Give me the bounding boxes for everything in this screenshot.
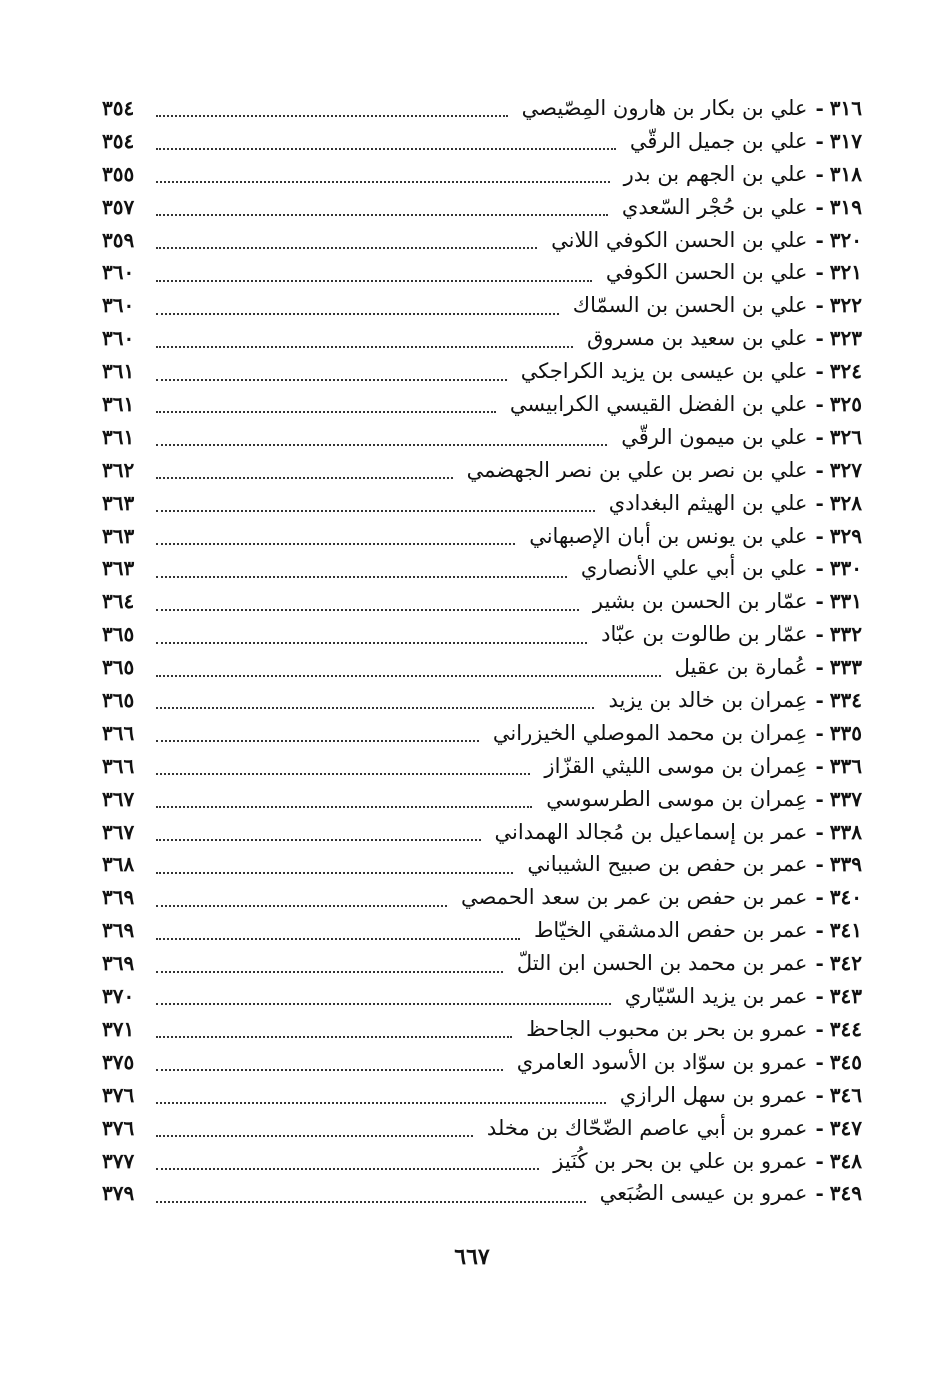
toc-entry xyxy=(102,552,862,585)
entry-number: ٣٢٣ xyxy=(829,326,862,351)
entry-number: ٣٤٩ xyxy=(829,1181,862,1206)
entry-page: ٣٦٩ xyxy=(102,885,135,910)
entry-name: عِمران بن موسى الليثي القزّاز xyxy=(544,753,808,778)
entry-name: علي بن يونس بن أبان الإصبهاني xyxy=(529,523,808,548)
entry-name: علي بن الحسن الكوفي xyxy=(605,260,808,285)
entry-name: عِمران بن موسى الطرسوسي xyxy=(546,786,808,811)
toc-entry xyxy=(102,92,862,125)
dot-leader xyxy=(156,938,520,940)
entry-name: عمر بن إسماعيل بن مُجالد الهمداني xyxy=(494,819,808,844)
entry-name: عُمارة بن عقيل xyxy=(674,655,808,680)
dot-leader xyxy=(156,477,453,479)
entry-number: ٣٣٧ xyxy=(829,786,862,811)
entry-separator: - xyxy=(815,655,824,680)
dot-leader xyxy=(156,411,496,413)
toc-entry xyxy=(102,322,862,355)
dot-leader xyxy=(156,971,503,973)
dot-leader xyxy=(156,1135,473,1137)
entry-number: ٣٣٤ xyxy=(829,688,862,713)
entry-number: ٣٣٠ xyxy=(829,556,862,581)
toc-entry xyxy=(102,520,862,553)
entry-name: عمرو بن بحر بن محبوب الجاحظ xyxy=(526,1016,808,1041)
dot-leader xyxy=(156,510,595,512)
dot-leader xyxy=(156,1003,611,1005)
entry-separator: - xyxy=(815,556,824,581)
entry-number: ٣٤٧ xyxy=(829,1115,862,1140)
entry-page: ٣٦٩ xyxy=(102,951,135,976)
entry-page: ٣٦١ xyxy=(102,359,135,384)
entry-page: ٣٦١ xyxy=(102,424,135,449)
entry-name: عمرو بن سهل الرازي xyxy=(619,1082,808,1107)
dot-leader xyxy=(156,214,608,216)
entry-separator: - xyxy=(815,96,824,120)
dot-leader xyxy=(156,148,616,150)
entry-page: ٣٦٠ xyxy=(102,326,135,351)
entry-separator: - xyxy=(815,852,824,877)
dot-leader xyxy=(156,1168,539,1170)
entry-name: عمرو بن علي بن بحر بن كُنَيز xyxy=(553,1148,808,1173)
entry-name: علي بن جميل الرقّي xyxy=(629,128,808,153)
dot-leader xyxy=(156,740,479,742)
entry-name: عِمران بن خالد بن يزيد xyxy=(608,688,808,713)
dot-leader xyxy=(156,707,594,709)
entry-separator: - xyxy=(815,622,824,647)
entry-page: ٣٦٩ xyxy=(102,918,135,943)
entry-name: عِمران بن محمد الموصلي الخيزراني xyxy=(492,720,808,745)
entry-separator: - xyxy=(815,720,824,745)
entry-number: ٣١٦ xyxy=(829,96,862,120)
dot-leader xyxy=(156,1036,512,1038)
entry-number: ٣٤٢ xyxy=(829,951,862,976)
entry-page: ٣٦٧ xyxy=(102,786,135,811)
entry-page: ٣٧٦ xyxy=(102,1115,135,1140)
entry-name: علي بن سعيد بن مسروق xyxy=(587,326,808,351)
entry-separator: - xyxy=(815,885,824,910)
entry-separator: - xyxy=(815,161,824,186)
entry-number: ٣٣١ xyxy=(829,589,862,614)
entry-page: ٣٧٠ xyxy=(102,984,135,1009)
toc-entry xyxy=(102,914,862,947)
toc-entry xyxy=(102,651,862,684)
entry-name: عمر بن يزيد السّيّاري xyxy=(624,984,808,1009)
toc-entry xyxy=(102,289,862,322)
entry-number: ٣١٨ xyxy=(829,161,862,186)
entry-page: ٣٦٣ xyxy=(102,556,135,581)
entry-separator: - xyxy=(815,457,824,482)
entry-name: عمر بن حفص بن عمر بن سعد الحمصي xyxy=(460,885,808,910)
entry-number: ٣٣٣ xyxy=(829,655,862,680)
entry-page: ٣٥٤ xyxy=(102,96,135,120)
toc-entry xyxy=(102,848,862,881)
entry-page: ٣٦٥ xyxy=(102,688,135,713)
entry-separator: - xyxy=(815,260,824,285)
toc-entry xyxy=(102,717,862,750)
entry-separator: - xyxy=(815,1148,824,1173)
toc-entry xyxy=(102,750,862,783)
entry-number: ٣٣٥ xyxy=(829,720,862,745)
entry-number: ٣٤٣ xyxy=(829,984,862,1009)
entry-name: علي بن الفضل القيسي الكرابيسي xyxy=(509,392,808,417)
entry-number: ٣٤٥ xyxy=(829,1049,862,1074)
entry-page: ٣٥٩ xyxy=(102,227,135,252)
entry-name: عمر بن محمد بن الحسن ابن التلّ xyxy=(516,951,808,976)
entry-name: علي بن الحسن الكوفي اللاني xyxy=(551,227,808,252)
entry-page: ٣٦٦ xyxy=(102,720,135,745)
entry-name: علي بن أبي علي الأنصاري xyxy=(580,556,808,581)
entry-separator: - xyxy=(815,392,824,417)
toc-entry xyxy=(102,125,862,158)
entry-separator: - xyxy=(815,523,824,548)
entry-name: علي بن ميمون الرقّي xyxy=(621,424,808,449)
dot-leader xyxy=(156,1201,586,1203)
entry-separator: - xyxy=(815,1082,824,1107)
entry-page: ٣٦٠ xyxy=(102,260,135,285)
entry-separator: - xyxy=(815,1181,824,1206)
toc-entry xyxy=(102,1145,862,1178)
entry-name: علي بن الهيثم البغدادي xyxy=(608,490,808,515)
entry-number: ٣٤٤ xyxy=(829,1016,862,1041)
dot-leader xyxy=(156,346,573,348)
toc-entry xyxy=(102,487,862,520)
entry-separator: - xyxy=(815,326,824,351)
entry-number: ٣٢٤ xyxy=(829,359,862,384)
entry-name: علي بن الحسن بن السمّاك xyxy=(572,293,808,318)
dot-leader xyxy=(156,247,537,249)
dot-leader xyxy=(156,1069,503,1071)
toc-entry xyxy=(102,388,862,421)
entry-page: ٣٥٥ xyxy=(102,161,135,186)
entry-separator: - xyxy=(815,786,824,811)
entry-page: ٣٦٥ xyxy=(102,622,135,647)
entry-page: ٣٦٧ xyxy=(102,819,135,844)
toc-entry xyxy=(102,1112,862,1145)
entry-number: ٣٢٢ xyxy=(829,293,862,318)
toc-entry xyxy=(102,421,862,454)
toc-entry xyxy=(102,618,862,651)
entry-name: علي بن عيسى بن يزيد الكراجكي xyxy=(520,359,808,384)
entry-number: ٣٤٦ xyxy=(829,1082,862,1107)
entry-page: ٣٧٥ xyxy=(102,1049,135,1074)
dot-leader xyxy=(156,872,513,874)
entry-name: عمر بن حفص الدمشقي الخيّاط xyxy=(534,918,808,943)
dot-leader xyxy=(156,773,530,775)
toc-entry xyxy=(102,980,862,1013)
entry-name: علي بن نصر بن علي بن نصر الجهضمي xyxy=(466,457,808,482)
toc-entry xyxy=(102,1013,862,1046)
entry-page: ٣٦٨ xyxy=(102,852,135,877)
entry-page: ٣٦٠ xyxy=(102,293,135,318)
entry-number: ٣٤٠ xyxy=(829,885,862,910)
entry-page: ٣٦٣ xyxy=(102,523,135,548)
dot-leader xyxy=(156,444,607,446)
toc-entry xyxy=(102,158,862,191)
entry-number: ٣٢٨ xyxy=(829,490,862,515)
toc-entry xyxy=(102,355,862,388)
entry-number: ٣٣٩ xyxy=(829,852,862,877)
entry-name: عمّار بن طالوت بن عبّاد xyxy=(601,622,808,647)
toc-entry xyxy=(102,585,862,618)
entry-page: ٣٧٧ xyxy=(102,1148,135,1173)
entry-number: ٣٣٦ xyxy=(829,753,862,778)
entry-separator: - xyxy=(815,359,824,384)
entry-number: ٣٢٦ xyxy=(829,424,862,449)
dot-leader xyxy=(156,675,661,677)
page-number: ٦٦٧ xyxy=(454,1244,490,1270)
entry-separator: - xyxy=(815,227,824,252)
entry-name: عمر بن حفص بن صبيح الشيباني xyxy=(527,852,808,877)
entry-number: ٣٢٠ xyxy=(829,227,862,252)
entry-separator: - xyxy=(815,918,824,943)
dot-leader xyxy=(156,576,567,578)
entry-page: ٣٦١ xyxy=(102,392,135,417)
dot-leader xyxy=(156,609,579,611)
toc-entry xyxy=(102,454,862,487)
dot-leader xyxy=(156,379,507,381)
entry-number: ٣٣٨ xyxy=(829,819,862,844)
toc-entry xyxy=(102,1177,862,1210)
entry-separator: - xyxy=(815,984,824,1009)
entry-page: ٣٧٩ xyxy=(102,1181,135,1206)
entry-name: علي بن الجهم بن بدر xyxy=(623,161,808,186)
toc-entry xyxy=(102,224,862,257)
entry-separator: - xyxy=(815,293,824,318)
dot-leader xyxy=(156,806,532,808)
entry-separator: - xyxy=(815,1016,824,1041)
toc-entry xyxy=(102,256,862,289)
entry-name: عمرو بن سوّاد بن الأسود العامري xyxy=(516,1049,808,1074)
dot-leader xyxy=(156,905,447,907)
entry-separator: - xyxy=(815,490,824,515)
entry-name: عمرو بن عيسى الضُبَعي xyxy=(599,1181,808,1206)
dot-leader xyxy=(156,1102,606,1104)
entry-number: ٣٢٩ xyxy=(829,523,862,548)
entry-separator: - xyxy=(815,194,824,219)
toc-entry xyxy=(102,1079,862,1112)
entry-number: ٣٣٢ xyxy=(829,622,862,647)
entry-page: ٣٦٤ xyxy=(102,589,135,614)
toc-entry xyxy=(102,783,862,816)
entry-page: ٣٧٦ xyxy=(102,1082,135,1107)
toc-entry xyxy=(102,947,862,980)
entry-number: ٣٤١ xyxy=(829,918,862,943)
toc-entry xyxy=(102,684,862,717)
entry-page: ٣٧١ xyxy=(102,1016,135,1041)
entry-page: ٣٦٢ xyxy=(102,457,135,482)
entry-page: ٣٦٦ xyxy=(102,753,135,778)
entry-separator: - xyxy=(815,753,824,778)
entry-separator: - xyxy=(815,1049,824,1074)
entry-separator: - xyxy=(815,688,824,713)
dot-leader xyxy=(156,115,508,117)
entry-separator: - xyxy=(815,128,824,153)
entry-page: ٣٦٣ xyxy=(102,490,135,515)
toc-entry xyxy=(102,816,862,849)
entry-number: ٣٢١ xyxy=(829,260,862,285)
entry-number: ٣٢٧ xyxy=(829,457,862,482)
dot-leader xyxy=(156,280,592,282)
entry-number: ٣١٩ xyxy=(829,194,862,219)
entry-separator: - xyxy=(815,424,824,449)
entry-page: ٣٦٥ xyxy=(102,655,135,680)
entry-name: علي بن بكار بن هارون المِصّيصي xyxy=(521,96,808,120)
dot-leader xyxy=(156,181,610,183)
entry-name: عمرو بن أبي عاصم الضّحّاك بن مخلد xyxy=(486,1115,808,1140)
dot-leader xyxy=(156,543,515,545)
entry-number: ٣٢٥ xyxy=(829,392,862,417)
entry-name: علي بن حُجْر السّعدي xyxy=(621,194,808,219)
entry-separator: - xyxy=(815,1115,824,1140)
dot-leader xyxy=(156,839,481,841)
entry-number: ٣١٧ xyxy=(829,128,862,153)
toc-entry xyxy=(102,1046,862,1079)
toc-entry xyxy=(102,191,862,224)
dot-leader xyxy=(156,642,587,644)
entry-number: ٣٤٨ xyxy=(829,1148,862,1173)
table-of-contents xyxy=(102,92,862,1210)
dot-leader xyxy=(156,313,559,315)
entry-separator: - xyxy=(815,589,824,614)
entry-page: ٣٥٧ xyxy=(102,194,135,219)
toc-entry xyxy=(102,881,862,914)
entry-separator: - xyxy=(815,951,824,976)
entry-page: ٣٥٤ xyxy=(102,128,135,153)
entry-separator: - xyxy=(815,819,824,844)
entry-name: عمّار بن الحسن بن بشير xyxy=(592,589,808,614)
